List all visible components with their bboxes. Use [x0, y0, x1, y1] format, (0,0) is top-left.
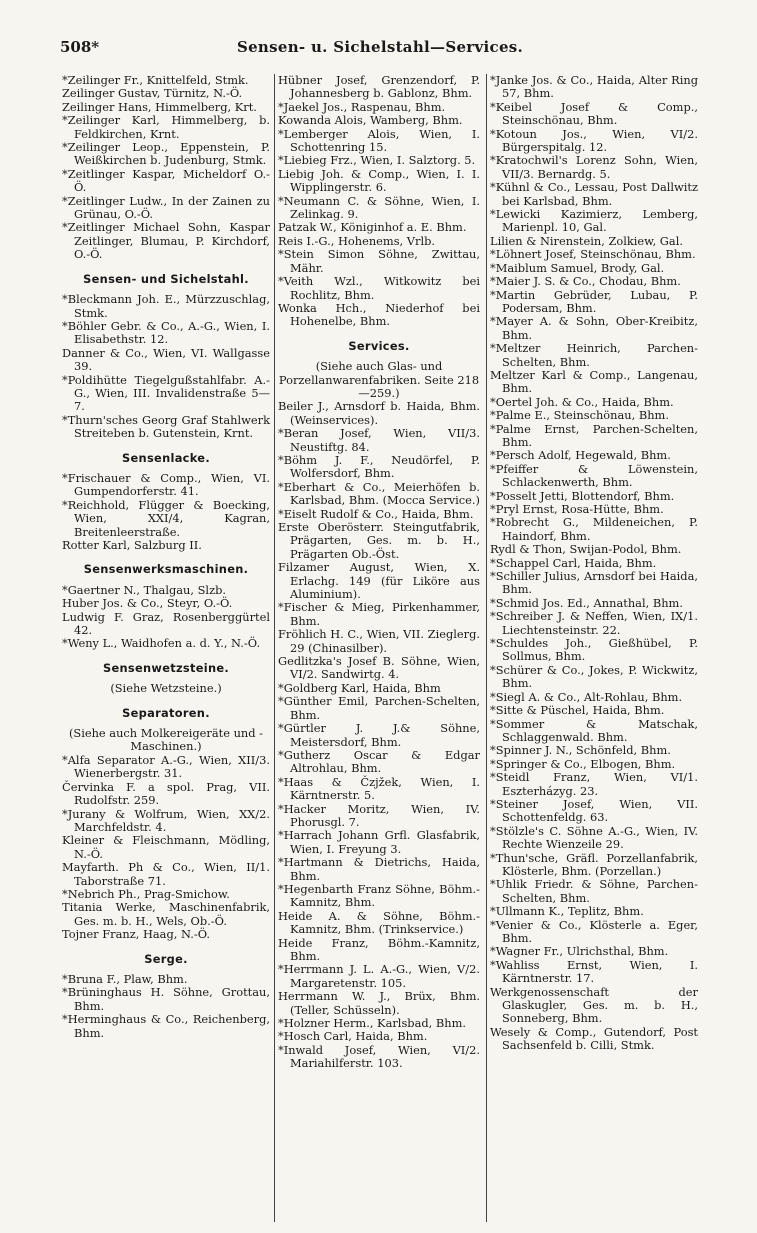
directory-entry: *Zeilinger Leop., Eppenstein, P. Weißkirchen b. Judenburg, Stmk. — [62, 140, 270, 168]
directory-entry: *Gürtler J. J.& Söhne, Meistersdorf, Bhm. — [278, 721, 480, 749]
directory-entry: *Alfa Separator A.-G., Wien, XII/3. Wienerbergstr. 31. — [62, 752, 270, 781]
section-heading: Services. — [348, 338, 410, 353]
directory-entry: *Wahliss Ernst, Wien, I. Kärntnerstr. 17. — [490, 957, 698, 986]
directory-entry: *Haas & Čzjžek, Wien, I. Kärntnerstr. 5. — [278, 774, 480, 803]
directory-entry: *Meltzer Heinrich, Parchen-Schelten, Bhm. — [490, 341, 698, 369]
directory-entry: *Frischauer & Comp., Wien, VI. Gumpendorferstr. 41. — [62, 470, 270, 499]
directory-entry: *Herminghaus & Co., Reichenberg, Bhm. — [62, 1012, 270, 1040]
directory-entry: *Zeitlinger Michael Sohn, Kaspar Zeitlinger, Blumau, P. Kirchdorf, O.-Ö. — [62, 220, 270, 262]
directory-entry: *Mayer A. & Sohn, Ober-Kreibitz, Bhm. — [490, 314, 698, 342]
directory-entry: Danner & Co., Wien, VI. Wallgasse 39. — [62, 345, 270, 374]
section-heading: Sensenlacke. — [122, 450, 210, 465]
directory-entry: *Günther Emil, Parchen-Schelten, Bhm. — [278, 694, 480, 722]
directory-entry: *Bruna F., Plaw, Bhm. — [62, 971, 188, 986]
column-1 — [62, 74, 270, 1040]
directory-entry: *Goldberg Karl, Haida, Bhm — [278, 680, 441, 695]
directory-entry: Liebig Joh. & Comp., Wien, I. I. Wipplingerstr. 6. — [278, 166, 480, 195]
directory-entry: *Jaekel Jos., Raspenau, Bhm. — [278, 99, 446, 114]
directory-entry: *Kühnl & Co., Lessau, Post Dallwitz bei Karlsbad, Bhm. — [490, 180, 698, 208]
directory-entry: *Zeilinger Karl, Himmelberg, b. Feldkirchen, Krnt. — [62, 113, 270, 141]
directory-entry: Fröhlich H. C., Wien, VII. Zieglerg. 29 (Chinasilber). — [278, 627, 480, 655]
section-heading: Sensenwetzsteine. — [102, 660, 230, 675]
directory-entry: *Steiner Josef, Wien, VII. Schottenfeldg. 63. — [490, 796, 698, 825]
directory-entry: *Beran Josef, Wien, VII/3. Neustiftg. 84. — [278, 426, 480, 454]
page-title: Sensen- u. Sichelstahl—Services. — [236, 38, 524, 56]
directory-entry: *Schuldes Joh., Gießhübel, P. Sollmus, Bhm. — [490, 636, 698, 664]
directory-entry: *Spinner J. N., Schönfeld, Bhm. — [490, 743, 671, 758]
directory-entry: *Bleckmann Joh. E., Mürzzuschlag, Stmk. — [62, 292, 270, 320]
directory-entry: *Schappel Carl, Haida, Bhm. — [490, 555, 657, 570]
directory-entry: *Zeitlinger Ludw., In der Zainen zu Grünau, O.-Ö. — [62, 193, 270, 222]
directory-entry: *Pryl Ernst, Rosa-Hütte, Bhm. — [490, 502, 664, 516]
directory-entry: *Eiselt Rudolf & Co., Haida, Bhm. — [278, 506, 474, 521]
directory-entry: *Veith Wzl., Witkowitz bei Rochlitz, Bhm. — [278, 274, 480, 302]
directory-entry: Mayfarth. Ph & Co., Wien, II/1. Taborstraße 71. — [62, 860, 270, 888]
directory-entry: Kowanda Alois, Wamberg, Bhm. — [278, 113, 463, 128]
directory-entry: Gedlitzka's Josef B. Söhne, Wien, VI/2. Sandwirtg. 4. — [278, 654, 480, 682]
directory-entry: *Oertel Joh. & Co., Haida, Bhm. — [490, 394, 674, 409]
directory-entry: Reis I.-G., Hohenems, Vrlb. — [278, 233, 436, 248]
directory-entry: *Schiller Julius, Arnsdorf bei Haida, Bhm. — [490, 569, 698, 597]
directory-entry: Kleiner & Fleischmann, Mödling, N.-Ö. — [62, 833, 270, 861]
directory-entry: *Palme E., Steinschönau, Bhm. — [490, 408, 669, 423]
directory-entry: *Siegl A. & Co., Alt-Rohlau, Bhm. — [490, 689, 683, 704]
directory-entry: *Robrecht G., Mildeneichen, P. Haindorf, Bhm. — [490, 515, 698, 543]
directory-entry: *Kotoun Jos., Wien, VI/2. Bürgerspitalg. 12. — [490, 126, 698, 155]
section-note: (Siehe Wetzsteine.) — [110, 681, 222, 696]
column-divider — [274, 74, 275, 1222]
directory-entry: Hübner Josef, Grenzendorf, P. Johannesberg b. Gablonz, Bhm. — [278, 73, 480, 101]
directory-entry: *Böhler Gebr. & Co., A.-G., Wien, I. Elisabethstr. 12. — [62, 318, 270, 347]
directory-entry: *Schürer & Co., Jokes, P. Wickwitz, Bhm. — [490, 662, 698, 691]
directory-entry: *Gaertner N., Thalgau, Slzb. — [62, 582, 226, 597]
directory-entry: *Zeitlinger Kaspar, Micheldorf O.-Ö. — [62, 166, 270, 195]
directory-entry: *Poldihütte Tiegelgußstahlfabr. A.-G., Wien, III. Invalidenstraße 5—7. — [62, 372, 270, 414]
directory-entry: *Inwald Josef, Wien, VI/2. Mariahilferstr. 103. — [278, 1042, 480, 1071]
directory-entry: Filzamer August, Wien, X. Erlachg. 149 (für Liköre aus Aluminium). — [278, 560, 480, 602]
directory-entry: *Gutherz Oscar & Edgar Altrohlau, Bhm. — [278, 747, 480, 776]
section-note: (Siehe auch Glas- und Porzellanwarenfabriken. Seite 218—259.) — [278, 359, 480, 400]
directory-entry: *Stölzle's C. Söhne A.-G., Wien, IV. Rechte Wienzeile 29. — [490, 823, 698, 852]
directory-entry: *Löhnert Josef, Steinschönau, Bhm. — [490, 247, 696, 262]
directory-entry: Wesely & Comp., Gutendorf, Post Sachsenfeld b. Cilli, Stmk. — [490, 1024, 698, 1053]
directory-entry: *Uhlik Friedr. & Söhne, Parchen-Schelten, Bhm. — [490, 877, 698, 905]
directory-entry: *Schreiber J. & Neffen, Wien, IX/1. Liechtensteinstr. 22. — [490, 609, 698, 637]
directory-entry: Wonka Hch., Niederhof bei Hohenelbe, Bhm. — [278, 300, 480, 329]
directory-entry: *Wagner Fr., Ulrichsthal, Bhm. — [490, 944, 669, 959]
directory-entry: *Persch Adolf, Hegewald, Bhm. — [490, 448, 671, 463]
directory-entry: Titania Werke, Maschinenfabrik, Ges. m. b. H., Wels, Ob.-Ö. — [62, 900, 270, 928]
directory-entry: *Neumann C. & Söhne, Wien, I. Zelinkag. 9. — [278, 193, 480, 222]
directory-entry: Zeilinger Hans, Himmelberg, Krt. — [62, 99, 257, 114]
directory-entry: *Maier J. S. & Co., Chodau, Bhm. — [490, 274, 681, 289]
directory-entry: *Maiblum Samuel, Brody, Gal. — [490, 260, 665, 275]
directory-entry: Rydl & Thon, Swijan-Podol, Bhm. — [490, 542, 682, 557]
directory-entry: *Martin Gebrüder, Lubau, P. Podersam, Bhm. — [490, 287, 698, 315]
column-divider — [486, 74, 487, 1222]
directory-entry: Beiler J., Arnsdorf b. Haida, Bhm. (Weinservices). — [278, 399, 480, 427]
directory-entry: *Sommer & Matschak, Schlaggenwald. Bhm. — [490, 716, 698, 744]
directory-entry: *Holzner Herm., Karlsbad, Bhm. — [278, 1016, 467, 1031]
directory-entry: *Springer & Co., Elbogen, Bhm. — [490, 756, 676, 771]
directory-entry: *Lewicki Kazimierz, Lemberg, Marienpl. 10, Gal. — [490, 207, 698, 235]
directory-entry: *Lemberger Alois, Wien, I. Schottenring 15. — [278, 126, 480, 155]
directory-entry: *Jurany & Wolfrum, Wien, XX/2. Marchfeldstr. 4. — [62, 806, 270, 834]
directory-entry: *Hacker Moritz, Wien, IV. Phorusgl. 7. — [278, 801, 480, 829]
directory-entry: *Böhm J. F., Neudörfel, P. Wolfersdorf, Bhm. — [278, 452, 480, 481]
directory-entry: *Weny L., Waidhofen a. d. Y., N.-Ö. — [62, 636, 261, 651]
directory-entry: *Herrmann J. L. A.-G., Wien, V/2. Margaretenstr. 105. — [278, 962, 480, 990]
directory-entry: *Nebrich Ph., Prag-Smichow. — [62, 886, 230, 901]
section-heading: Sensenwerksmaschinen. — [83, 562, 249, 577]
directory-entry: Červinka F. a spol. Prag, VII. Rudolfstr. 259. — [62, 779, 270, 808]
column-3 — [490, 74, 698, 1053]
directory-entry: Meltzer Karl & Comp., Langenau, Bhm. — [490, 367, 698, 396]
section-heading: Separatoren. — [122, 705, 210, 720]
directory-entry: Werkgenossenschaft der Glaskugler, Ges. m. b. H., Sonneberg, Bhm. — [490, 984, 698, 1026]
directory-entry: *Janke Jos. & Co., Haida, Alter Ring 57, Bhm. — [490, 73, 698, 101]
directory-entry: Heide A. & Söhne, Böhm.-Kamnitz, Bhm. (Trinkservice.) — [278, 908, 480, 937]
section-heading: Sensen- und Sichelstahl. — [83, 271, 249, 286]
directory-entry: *Fischer & Mieg, Pirkenhammer, Bhm. — [278, 600, 480, 628]
directory-entry: Patzak W., Königinhof a. E. Bhm. — [278, 220, 467, 235]
directory-entry: *Thurn'sches Georg Graf Stahlwerk Streiteben b. Gutenstein, Krnt. — [62, 412, 270, 441]
directory-entry: *Palme Ernst, Parchen-Schelten, Bhm. — [490, 421, 698, 449]
section-note: (Siehe auch Molkereigeräte und -Maschinen.) — [68, 726, 264, 754]
directory-entry: Ludwig F. Graz, Rosenberggürtel 42. — [62, 609, 270, 638]
directory-entry: *Steidl Franz, Wien, VI/1. Eszterházyg. 23. — [490, 770, 698, 798]
directory-entry: *Posselt Jetti, Blottendorf, Bhm. — [490, 488, 675, 503]
directory-entry: *Ullmann K., Teplitz, Bhm. — [490, 904, 644, 919]
directory-entry: Tojner Franz, Haag, N.-Ö. — [62, 927, 211, 942]
directory-entry: *Harrach Johann Grfl. Glasfabrik, Wien, I. Freyung 3. — [278, 828, 480, 856]
directory-entry: *Pfeiffer & Löwenstein, Schlackenwerth, Bhm. — [490, 461, 698, 490]
directory-entry: Huber Jos. & Co., Steyr, O.-Ö. — [62, 596, 233, 611]
page-number: 508* — [60, 38, 100, 56]
directory-entry: *Brüninghaus H. Söhne, Grottau, Bhm. — [62, 985, 270, 1013]
directory-entry: Lilien & Nirenstein, Zolkiew, Gal. — [490, 233, 683, 248]
directory-entry: *Thun'sche, Gräfl. Porzellanfabrik, Klösterle, Bhm. (Porzellan.) — [490, 850, 698, 878]
directory-entry: *Venier & Co., Klösterle a. Eger, Bhm. — [490, 917, 698, 945]
directory-entry: *Kratochwil's Lorenz Sohn, Wien, VII/3. Bernardg. 5. — [490, 153, 698, 181]
section-heading: Serge. — [144, 951, 188, 966]
directory-entry: *Hosch Carl, Haida, Bhm. — [278, 1029, 428, 1044]
directory-entry: Rotter Karl, Salzburg II. — [62, 538, 202, 552]
directory-entry: Erste Oberösterr. Steingutfabrik, Prägarten, Ges. m. b. H., Prägarten Ob.-Öst. — [278, 520, 480, 561]
directory-entry: *Sitte & Püschel, Haida, Bhm. — [490, 703, 665, 718]
directory-entry: *Stein Simon Söhne, Zwittau, Mähr. — [278, 247, 480, 275]
directory-entry: *Eberhart & Co., Meierhöfen b. Karlsbad, Bhm. (Mocca Service.) — [278, 479, 480, 508]
directory-entry: Zeilinger Gustav, Türnitz, N.-Ö. — [62, 86, 243, 101]
directory-entry: *Reichhold, Flügger & Boecking, Wien, XXI/4, Kagran, Breitenleerstraße. — [62, 497, 270, 539]
directory-entry: Herrmann W. J., Brüx, Bhm. (Teller, Schüsseln). — [278, 989, 480, 1017]
directory-entry: *Liebieg Frz., Wien, I. Salztorg. 5. — [278, 153, 476, 168]
directory-entry: *Schmid Jos. Ed., Annathal, Bhm. — [490, 595, 683, 610]
directory-entry: *Keibel Josef & Comp., Steinschönau, Bhm. — [490, 99, 698, 128]
page-header — [60, 38, 700, 60]
column-2 — [278, 74, 480, 1071]
directory-entry: *Zeilinger Fr., Knittelfeld, Stmk. — [62, 73, 249, 87]
directory-entry: *Hartmann & Dietrichs, Haida, Bhm. — [278, 855, 480, 883]
directory-entry: Heide Franz, Böhm.-Kamnitz, Bhm. — [278, 935, 480, 963]
directory-entry: *Hegenbarth Franz Söhne, Böhm.-Kamnitz, Bhm. — [278, 881, 480, 910]
